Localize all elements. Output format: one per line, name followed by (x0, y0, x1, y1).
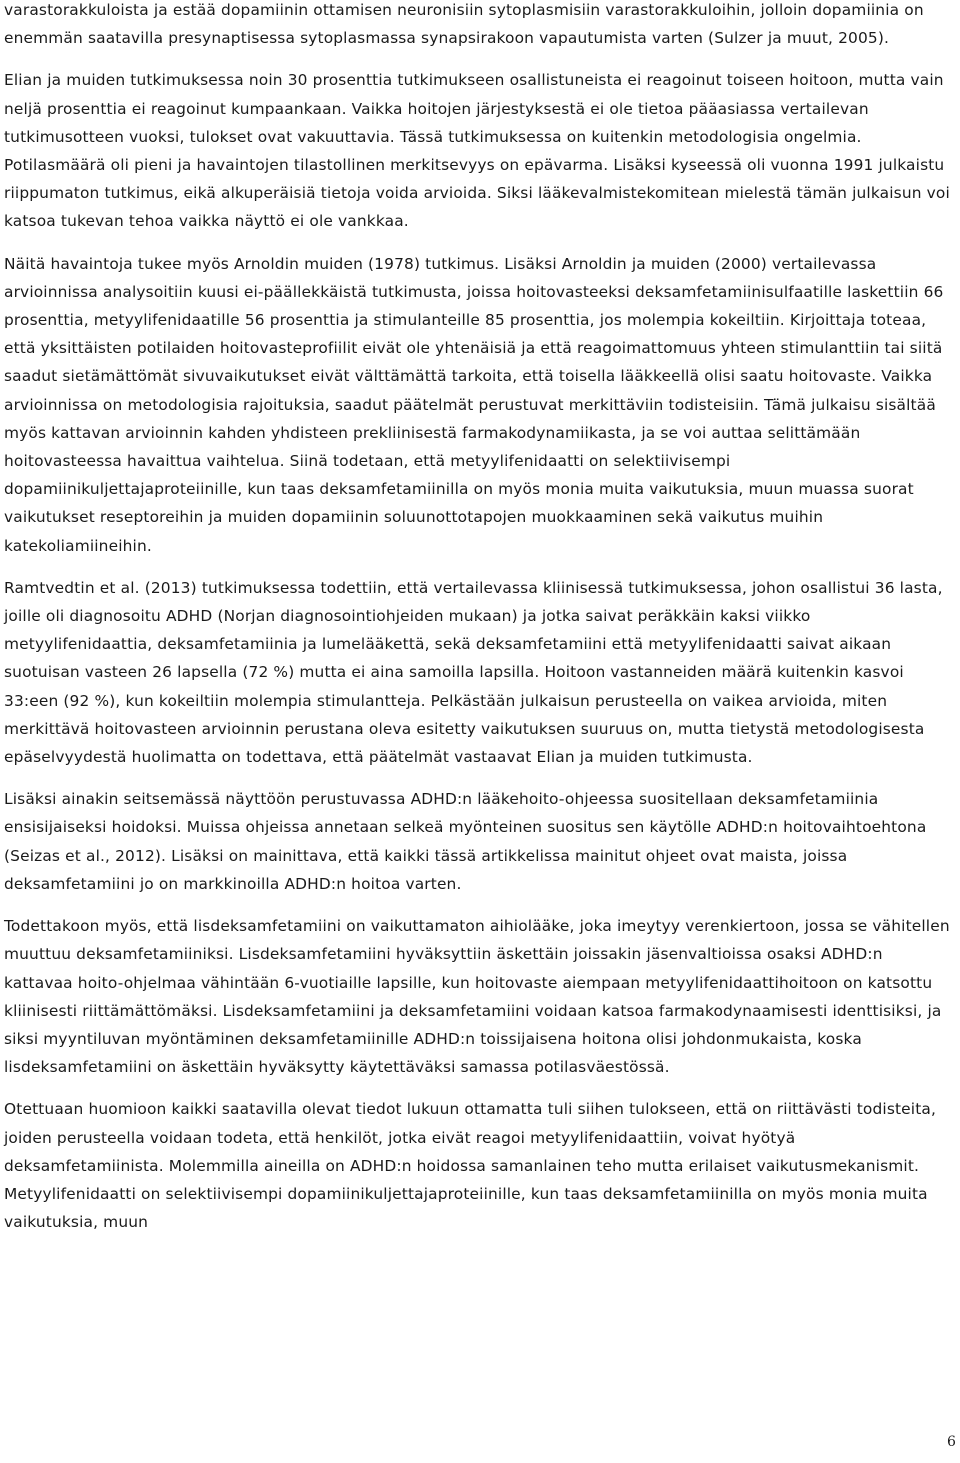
page-number: 6 (946, 1434, 956, 1450)
paragraph-1: varastorakkuloista ja estää dopamiinin ottamisen neuronisiin sytoplasmisiin varastorakkuloihin, jolloin dopamiinia on enemmän saatavilla presynaptisessa sytoplasmassa synapsirakoon vapautumista varten (Sulzer ja muut, 2005). (4, 1, 924, 48)
paragraph-2: Elian ja muiden tutkimuksessa noin 30 prosenttia tutkimukseen osallistuneista ei reagoinut toiseen hoitoon, mutta vain neljä prosenttia ei reagoinut kumpaankaan. Vaikka hoitojen järjestyksestä ei ole tietoa pääasiassa vertailevan tutkimusotteen vuoksi, tulokset ovat vakuuttavia. Tässä tutkimuksessa on kuitenkin metodologisia ongelmia. Potilasmäärä oli pieni ja havaintojen tilastollinen merkitsevyys on epävarma. Lisäksi kyseessä oli vuonna 1991 julkaistu riippumaton tutkimus, eikä alkuperäisiä tietoja voida arvioida. Siksi lääkevalmistekomitean mielestä tämän julkaisun voi katsoa tukevan tehoa vaikka näyttö ei ole vankkaa. (4, 71, 950, 231)
paragraph-4: Ramtvedtin et al. (2013) tutkimuksessa todettiin, että vertailevassa kliinisessä tutkimuksessa, johon osallistui 36 lasta, joille oli diagnosoitu ADHD (Norjan diagnosointiohjeiden mukaan) ja jotka saivat peräkkäin kaksi viikko metyylifenidaattia, deksamfetamiinia ja lumelääkettä, sekä deksamfetamiini että metyylifenidaatti saivat aikaan suotuisan vasteen 26 lapsella (72 %) mutta ei aina samoilla lapsilla. Hoitoon vastanneiden määrä kuitenkin kasvoi 33:een (92 %), kun kokeiltiin molempia stimulantteja. Pelkästään julkaisun perusteella on vaikea arvioida, miten merkittävä hoitovasteen arvioinnin perustana oleva esitetty vaikutuksen suuruus on, mutta tietystä metodologisesta epäselvyydestä huolimatta on todettava, että päätelmät vastaavat Elian ja muiden tutkimusta. (4, 578, 943, 767)
paragraph-5: Lisäksi ainakin seitsemässä näyttöön perustuvassa ADHD:n lääkehoito-ohjeessa suositellaan deksamfetamiinia ensisijaiseksi hoidoksi. Muissa ohjeissa annetaan selkeä myönteinen suositus sen käytölle ADHD:n hoitovaihtoehtona (Seizas et al., 2012). Lisäksi on mainittava, että kaikki tässä artikkelissa mainitut ohjeet ovat maista, joissa deksamfetamiini jo on markkinoilla ADHD:n hoitoa varten. (4, 790, 927, 893)
paragraph-7: Otettuaan huomioon kaikki saatavilla olevat tiedot lukuun ottamatta tuli siihen tulokseen, että on riittävästi todisteita, joiden perusteella voidaan todeta, että henkilöt, jotka eivät reagoi metyylifenidaattiin, voivat hyötyä deksamfetamiinista. Molemmilla aineilla on ADHD:n hoidossa samanlainen teho mutta erilaiset vaikutusmekanismit. Metyylifenidaatti on selektiivisempi dopamiinikuljettajaproteiinille, kun taas deksamfetamiinilla on myös monia muita vaikutuksia, muun (4, 1100, 937, 1232)
paragraph-3: Näitä havaintoja tukee myös Arnoldin muiden (1978) tutkimus. Lisäksi Arnoldin ja muiden (2000) vertailevassa arvioinnissa analysoitiin kuusi ei-päällekkäistä tutkimusta, joissa hoitovasteeksi deksamfetamiinisulfaatille laskettiin 66 prosenttia, metyylifenidaatille 56 prosenttia ja stimulanteille 85 prosenttia, jos molempia kokeiltiin. Kirjoittaja toteaa, että yksittäisten potilaiden hoitovasteprofiilit eivät ole yhtenäisiä ja että reagoimattomuus yhteen stimulanttiin tai siitä saadut sietämättömät sivuvaikutukset eivät välttämättä tarkoita, että toisella lääkkeellä olisi saatu hoitovaste. Vaikka arvioinnissa on metodologisia rajoituksia, saadut päätelmät perustuvat merkittäviin todisteisiin. Tämä julkaisu sisältää myös kattavan arvioinnin kahden yhdisteen prekliinisestä farmakodynamiikasta, ja se voi auttaa selittämään hoitovasteessa havaittua vaihtelua. Siinä todetaan, että metyylifenidaatti on selektiivisempi dopamiinikuljettajaproteiinille, kun taas deksamfetamiinilla on myös monia muita vaikutuksia, muun muassa suorat vaikutukset reseptoreihin ja muiden dopamiinin soluunottotapojen muokkaaminen sekä vaikutus muihin katekoliamiineihin. (4, 254, 944, 555)
paragraph-6: Todettakoon myös, että lisdeksamfetamiini on vaikuttamaton aihiolääke, joka imeytyy verenkiertoon, jossa se vähitellen muuttuu deksamfetamiiniksi. Lisdeksamfetamiini hyväksyttiin äskettäin joissakin jäsenvaltioissa osaksi ADHD:n kattavaa hoito-ohjelmaa vähintään 6-vuotiaille lapsille, kun hoitovaste aiempaan metyylifenidaattihoitoon on katsottu kliinisesti riittämättömäksi. Lisdeksamfetamiini ja deksamfetamiini voidaan katsoa farmakodynaamisesti identtisiksi, ja siksi myyntiluvan myöntäminen deksamfetamiinille ADHD:n toissijaisena hoitona olisi johdonmukaista, koska lisdeksamfetamiini on äskettäin hyväksytty käytettäväksi samassa potilasväestössä. (4, 917, 950, 1077)
